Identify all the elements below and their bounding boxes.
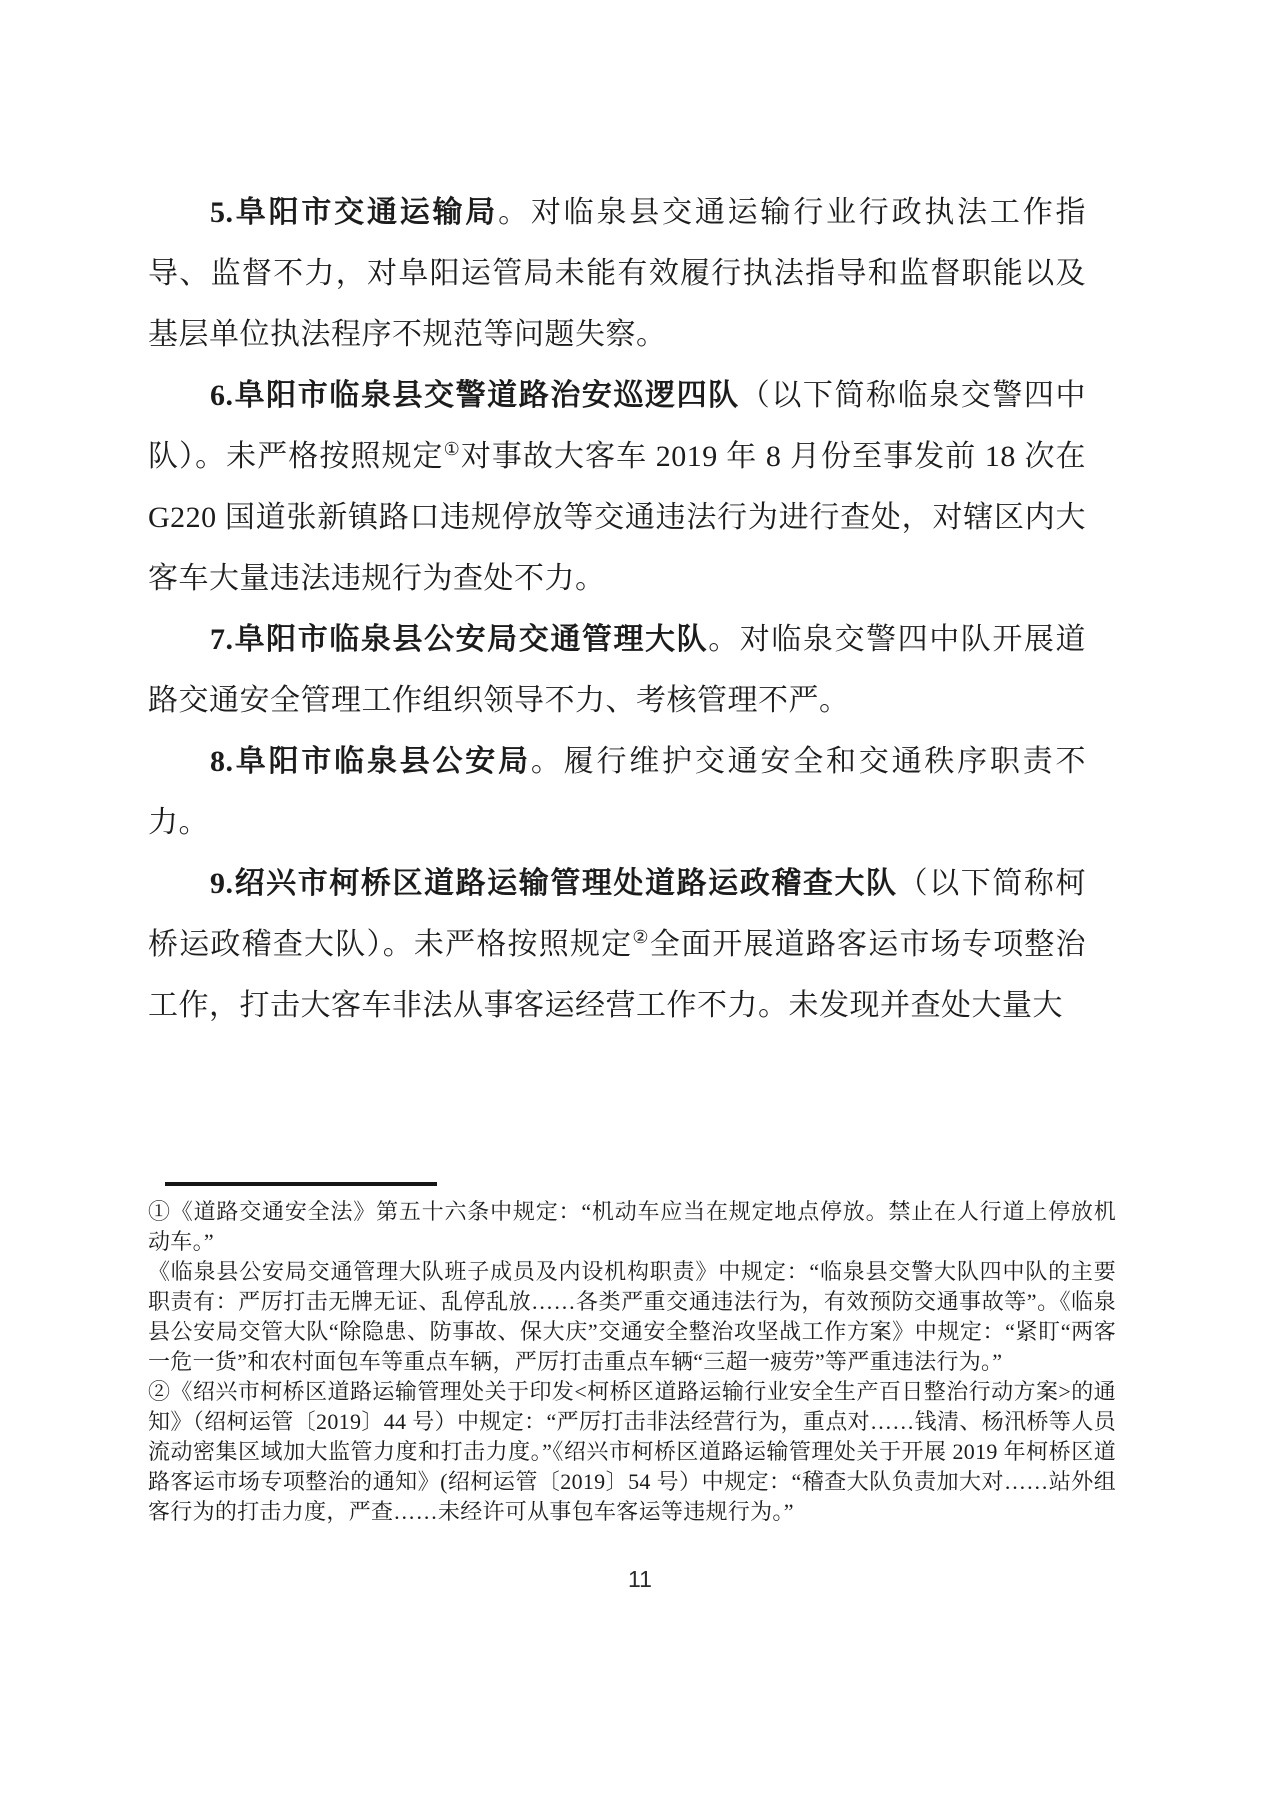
footnote-paragraph [148, 1377, 1116, 1527]
body-text-block [148, 182, 1086, 1036]
footnote-paragraph [148, 1257, 1116, 1377]
footnote-paragraph [148, 1197, 1116, 1257]
text-run: ②《绍兴市柯桥区道路运输管理处关于印发<柯桥区道路运输行业安全生产百日整治行动方案>的通知》（绍柯运管〔2019〕44 号）中规定：“严厉打击非法经营行为，重点对……钱清、杨汛桥等人员流动密集区域加大监管力度和打击力度。”《绍兴市柯桥区道路运输管理处关于开展 2019 年柯桥区道路客运市场专项整治的通知》(绍柯运管〔2019〕54 号）中规定：“稽查大队负责加大对……站外组客行为的打击力度，严查……未经许可从事包车客运等违规行为。” [148, 1379, 1116, 1524]
text-run: （以下简称柯桥运政稽查大队）。未严格按照规定 [148, 867, 1087, 961]
body-paragraph [148, 853, 1086, 1036]
text-run: 。履行维护交通安全和交通秩序职责不力。 [148, 745, 1087, 839]
text-run: ①《道路交通安全法》第五十六条中规定：“机动车应当在规定地点停放。禁止在人行道上停放机动车。” [148, 1199, 1116, 1254]
footnote-reference-mark: ② [632, 927, 650, 947]
footnote-separator-rule [165, 1182, 437, 1186]
text-run: 。对临泉交警四中队开展道路交通安全管理工作组织领导不力、考核管理不严。 [148, 623, 1087, 717]
agency-name-bold: 5.阜阳市交通运输局 [210, 196, 499, 229]
agency-name-bold: 9.绍兴市柯桥区道路运输管理处道路运政稽查大队 [210, 867, 898, 900]
text-run: 全面开展道路客运市场专项整治工作，打击大客车非法从事客运经营工作不力。未发现并查处大量大 [148, 928, 1087, 1022]
body-paragraph [148, 365, 1086, 609]
text-run: 对事故大客车 2019 年 8 月份至事发前 18 次在 G220 国道张新镇路口违规停放等交通违法行为进行查处，对辖区内大客车大量违法违规行为查处不力。 [148, 440, 1087, 595]
agency-name-bold: 6.阜阳市临泉县交警道路治安巡逻四队 [210, 379, 740, 412]
agency-name-bold: 7.阜阳市临泉县公安局交通管理大队 [210, 623, 709, 656]
agency-name-bold: 8.阜阳市临泉县公安局 [210, 745, 531, 778]
footnote-reference-mark: ① [443, 439, 461, 459]
body-paragraph [148, 731, 1086, 853]
body-paragraph [148, 609, 1086, 731]
text-run: 。对临泉县交通运输行业行政执法工作指导、监督不力，对阜阳运管局未能有效履行执法指导和监督职能以及基层单位执法程序不规范等问题失察。 [148, 196, 1087, 351]
body-paragraph [148, 182, 1086, 365]
footnotes-block [148, 1197, 1116, 1527]
text-run: 《临泉县公安局交通管理大队班子成员及内设机构职责》中规定：“临泉县交警大队四中队的主要职责有：严厉打击无牌无证、乱停乱放……各类严重交通违法行为，有效预防交通事故等”。《临泉县公安局交管大队“除隐患、防事故、保大庆”交通安全整治攻坚战工作方案》中规定：“紧盯“两客一危一货”和农村面包车等重点车辆，严厉打击重点车辆“三超一疲劳”等严重违法行为。” [148, 1259, 1116, 1374]
text-run: （以下简称临泉交警四中队）。未严格按照规定 [148, 379, 1087, 473]
page-number: 11 [628, 1566, 652, 1592]
